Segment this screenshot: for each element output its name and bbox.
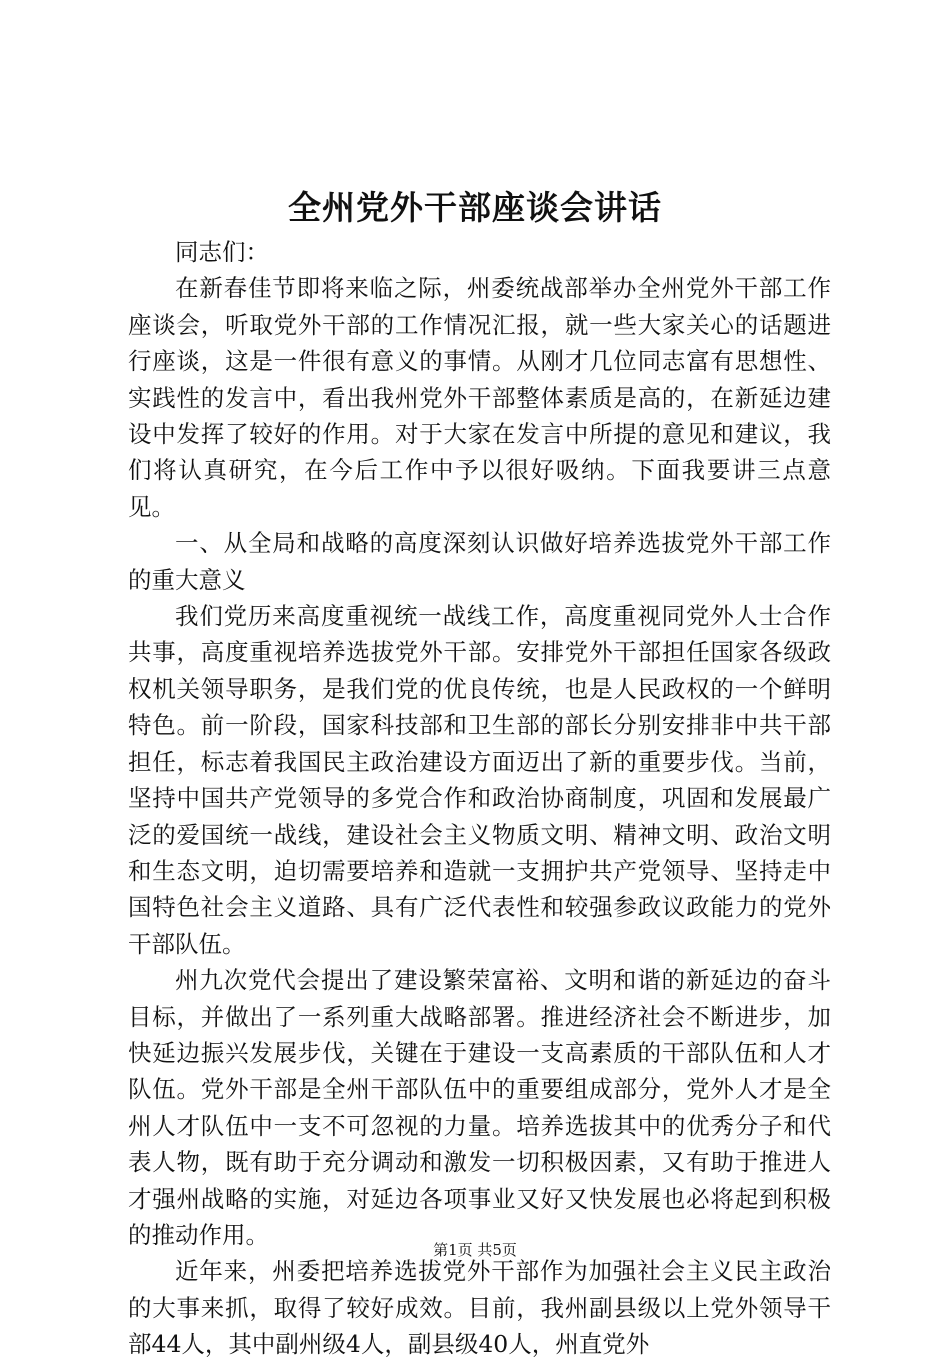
section-heading: 一、从全局和战略的高度深刻认识做好培养选拔党外干部工作的重大意义: [128, 529, 831, 594]
page-footer: 第1页 共5页: [433, 1241, 517, 1259]
body-paragraph: 州九次党代会提出了建设繁荣富裕、文明和谐的新延边的奋斗目标，并做出了一系列重大战略部署。推进经济社会不断进步，加快延边振兴发展步伐，关键在于建设一支高素质的干部队伍和人才队伍。党外干部是全州干部队伍中的重要组成部分，党外人才是全州人才队伍中一支不可忽视的力量。培养选拔其中的优秀分子和代表人物，既有助于充分调动和激发一切积极因素，又有助于推进人才强州战略的实施，对延边各项事业又好又快发展也必将起到积极的推动作用。: [128, 966, 831, 1249]
body-paragraph: 在新春佳节即将来临之际，州委统战部举办全州党外干部工作座谈会，听取党外干部的工作情况汇报，就一些大家关心的话题进行座谈，这是一件很有意义的事情。从刚才几位同志富有思想性、实践性的发言中，看出我州党外干部整体素质是高的，在新延边建设中发挥了较好的作用。对于大家在发言中所提的意见和建议，我们将认真研究，在今后工作中予以很好吸纳。下面我要讲三点意见。: [128, 274, 831, 521]
salutation: 同志们：: [175, 238, 269, 266]
document-title: 全州党外干部座谈会讲话: [288, 188, 662, 227]
body-paragraph: 我们党历来高度重视统一战线工作，高度重视同党外人士合作共事，高度重视培养选拔党外干部。安排党外干部担任国家各级政权机关领导职务，是我们党的优良传统，也是人民政权的一个鲜明特色。前一阶段，国家科技部和卫生部的部长分别安排非中共干部担任，标志着我国民主政治建设方面迈出了新的重要步伐。当前，坚持中国共产党领导的多党合作和政治协商制度，巩固和发展最广泛的爱国统一战线，建设社会主义物质文明、精神文明、政治文明和生态文明，迫切需要培养和造就一支拥护共产党领导、坚持走中国特色社会主义道路、具有广泛代表性和较强参政议政能力的党外干部队伍。: [128, 602, 831, 958]
document-body: [128, 234, 831, 1363]
body-paragraph: 近年来，州委把培养选拔党外干部作为加强社会主义民主政治的大事来抓，取得了较好成效。目前，我州副县级以上党外领导干部44人，其中副州级4人，副县级40人，州直党外: [128, 1257, 831, 1359]
